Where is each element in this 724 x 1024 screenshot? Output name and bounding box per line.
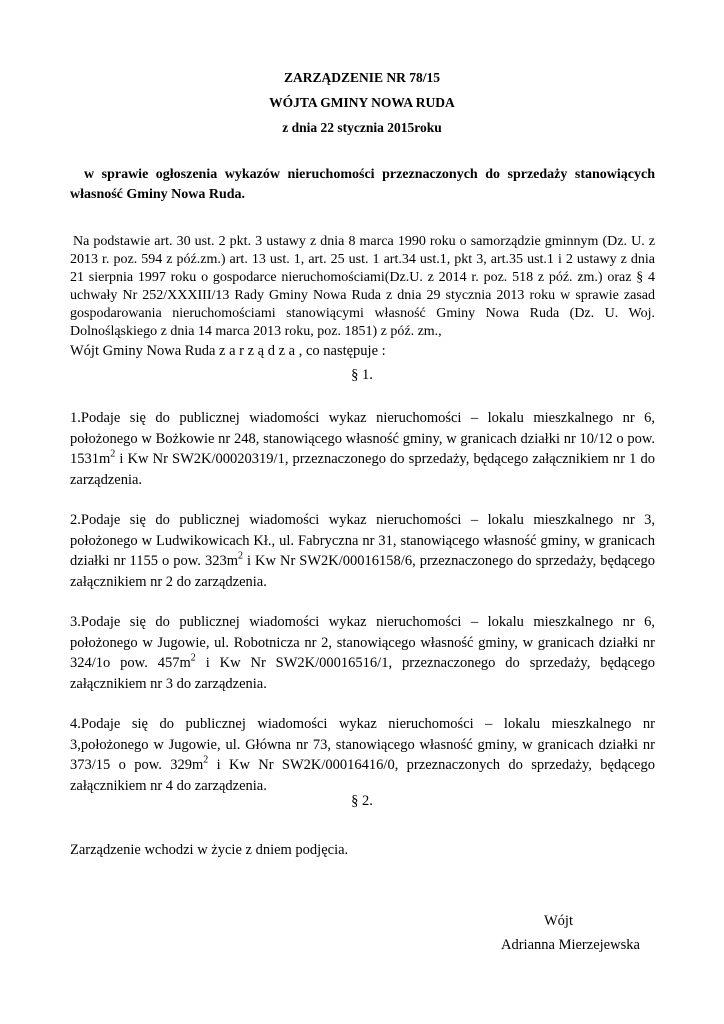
superscript: 2 <box>237 550 243 562</box>
section-2-heading: § 2. <box>351 793 373 809</box>
section-1-heading: § 1. <box>351 367 373 383</box>
item-text: 2.Podaje się do publicznej wiadomości wykaz nieruchomości – lokalu mieszkalnego nr 3, położonego w Ludwikowicach Kł., ul. Fabryczna nr 31, stanowiącego własność gminy, w granicach działki nr 1155 o pow. 323m <box>70 512 655 569</box>
item-text-end: i Kw Nr SW2K/00020319/1, przeznaczonego do sprzedaży, będącego załącznikiem nr 1 do zarządzenia. <box>70 451 655 488</box>
list-item <box>70 612 655 694</box>
item-text-end: i Kw Nr SW2K/00016158/6, przeznaczonego do sprzedaży, będącego załącznikiem nr 2 do zarządzenia. <box>70 553 655 590</box>
item-text: 3.Podaje się do publicznej wiadomości wykaz nieruchomości – lokalu mieszkalnego nr 6, położonego w Jugowie, ul. Robotnicza nr 2, stanowiącego własność gminy, w granicach działki nr 324/1o pow. 457m <box>70 614 655 671</box>
legal-basis-paragraph: Na podstawie art. 30 ust. 2 pkt. 3 ustawy z dnia 8 marca 1990 roku o samorządzie gminnym (Dz. U. z 2013 r. poz. 594 z póź.zm.) art. 13 ust. 1, art. 25 ust. 1 art.34 ust.1, pkt 3, art.35 ust.1 i 2 ustawy z dnia 21 sierpnia 1997 roku o gospodarce nieruchomościami(Dz.U. z 2014 r. poz. 518 z póź. zm.) oraz § 4 uchwały Nr 252/XXXIII/13 Rady Gminy Nowa Ruda z dnia 29 stycznia 2013 roku w sprawie zasad gospodarowania nieruchomościami stanowiącymi własność Gminy Nowa Ruda (Dz. U. Woj. Dolnośląskiego z dnia 14 marca 2013 roku, poz. 1851) z póź. zm., <box>70 234 655 339</box>
item-text: 1.Podaje się do publicznej wiadomości wykaz nieruchomości – lokalu mieszkalnego nr 6, położonego w Bożkowie nr 248, stanowiącego własność gminy, w granicach działki nr 10/12 o pow. 1531m <box>70 410 655 467</box>
signature-title: Wójt <box>544 913 573 929</box>
closing-statement: Zarządzenie wchodzi w życie z dniem podjęcia. <box>70 842 349 858</box>
superscript: 2 <box>203 754 209 766</box>
list-item <box>70 408 655 490</box>
list-item <box>70 510 655 592</box>
decree-date: z dnia 22 stycznia 2015roku <box>282 120 442 135</box>
decree-authority: WÓJTA GMINY NOWA RUDA <box>269 95 455 110</box>
item-text-end: i Kw Nr SW2K/00016416/0, przeznaczonych do sprzedaży, będącego załącznikiem nr 4 do zarządzenia. <box>70 757 655 794</box>
item-text: 4.Podaje się do publicznej wiadomości wykaz nieruchomości – lokalu mieszkalnego nr 3,położonego w Jugowie, ul. Główna nr 73, stanowiącego własność gminy, w granicach działki nr 373/15 o pow. 329m <box>70 716 655 773</box>
list-item <box>70 714 655 796</box>
superscript: 2 <box>190 652 196 664</box>
superscript: 2 <box>110 448 116 460</box>
decree-statement: Wójt Gminy Nowa Ruda z a r z ą d z a , co następuje : <box>70 343 386 359</box>
decree-title: ZARZĄDZENIE NR 78/15 <box>283 70 441 85</box>
decree-subject: w sprawie ogłoszenia wykazów nieruchomości przeznaczonych do sprzedaży stanowiących własność Gminy Nowa Ruda. <box>70 167 655 202</box>
signature-name: Adrianna Mierzejewska <box>501 937 640 953</box>
item-text-end: i Kw Nr SW2K/00016516/1, przeznaczonego do sprzedaży, będącego załącznikiem nr 3 do zarządzenia. <box>70 655 655 692</box>
